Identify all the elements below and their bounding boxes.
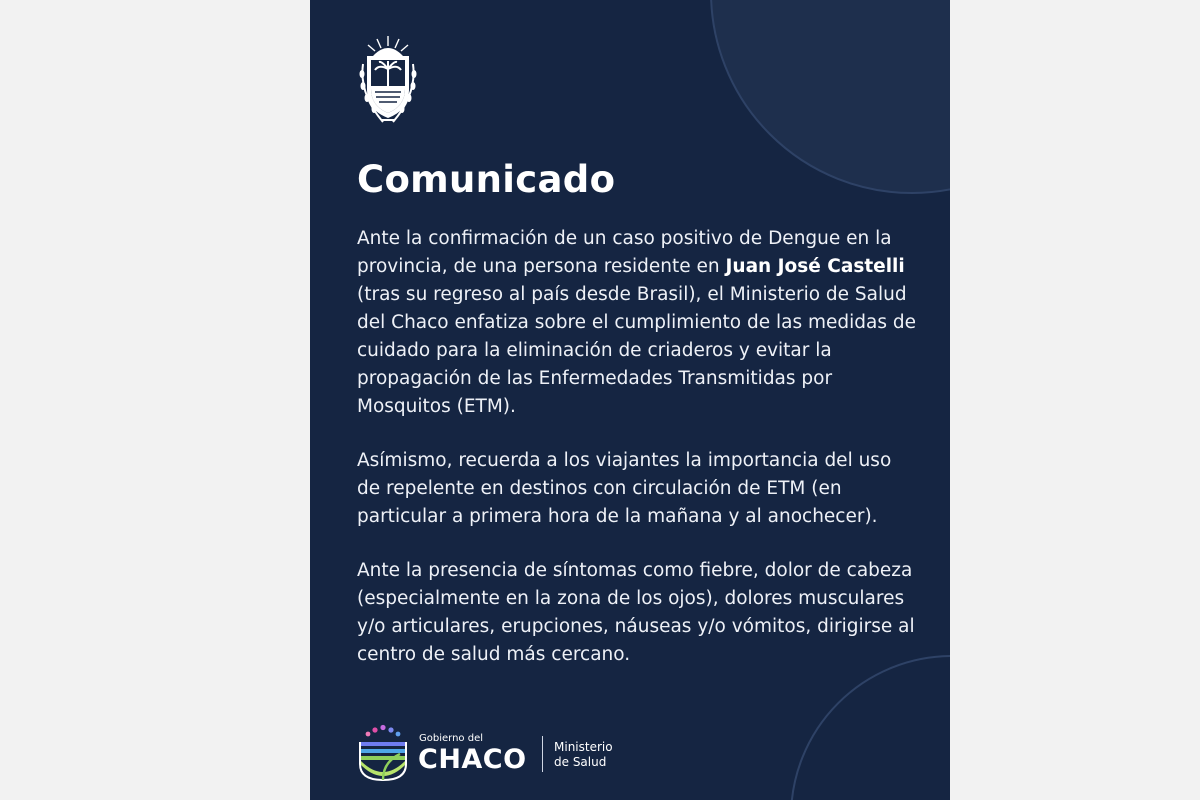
paragraph-travelers: Asímismo, recuerda a los viajantes la importancia del uso de repelente en destinos con circulación de ETM (en particular a primera hora de la mañana y al anochecer). xyxy=(357,450,892,527)
gobierno-label: Gobierno del xyxy=(419,733,483,744)
paragraph-confirmation xyxy=(357,225,917,421)
paragraph-symptoms: Ante la presencia de síntomas como fiebre, dolor de cabeza (especialmente en la zona de los ojos), dolores musculares y/o articulares, erupciones, náuseas y/o vómitos, dirigirse al centro de salud más cercano. xyxy=(357,560,915,665)
chaco-label: CHACO xyxy=(418,744,527,775)
decorative-circle-top xyxy=(710,0,950,194)
paragraph-confirmation-continuation: (tras su regreso al país desde Brasil), el Ministerio de Salud del Chaco enfatiza sobre el cumplimiento de las medidas de cuidado para la eliminación de criaderos y evitar la propagación de las Enfermedades Transmitidas por Mosquitos (ETM). xyxy=(357,284,917,417)
ministerio-line-1: Ministerio xyxy=(554,740,613,754)
paragraph-confirmation-text: Ante la confirmación de un caso positivo de Dengue en la provincia, de una persona residente en xyxy=(357,228,892,277)
gobierno-chaco-leaf-logo-icon xyxy=(356,724,410,782)
page-title: Comunicado xyxy=(357,158,616,201)
footer-divider xyxy=(542,736,543,772)
communique-card xyxy=(310,0,950,800)
ministerio-label xyxy=(554,740,613,770)
communique-body xyxy=(357,225,917,695)
chaco-coat-of-arms-icon xyxy=(357,34,419,126)
location-highlight: Juan José Castelli xyxy=(725,256,905,277)
ministerio-line-2: de Salud xyxy=(554,755,607,769)
